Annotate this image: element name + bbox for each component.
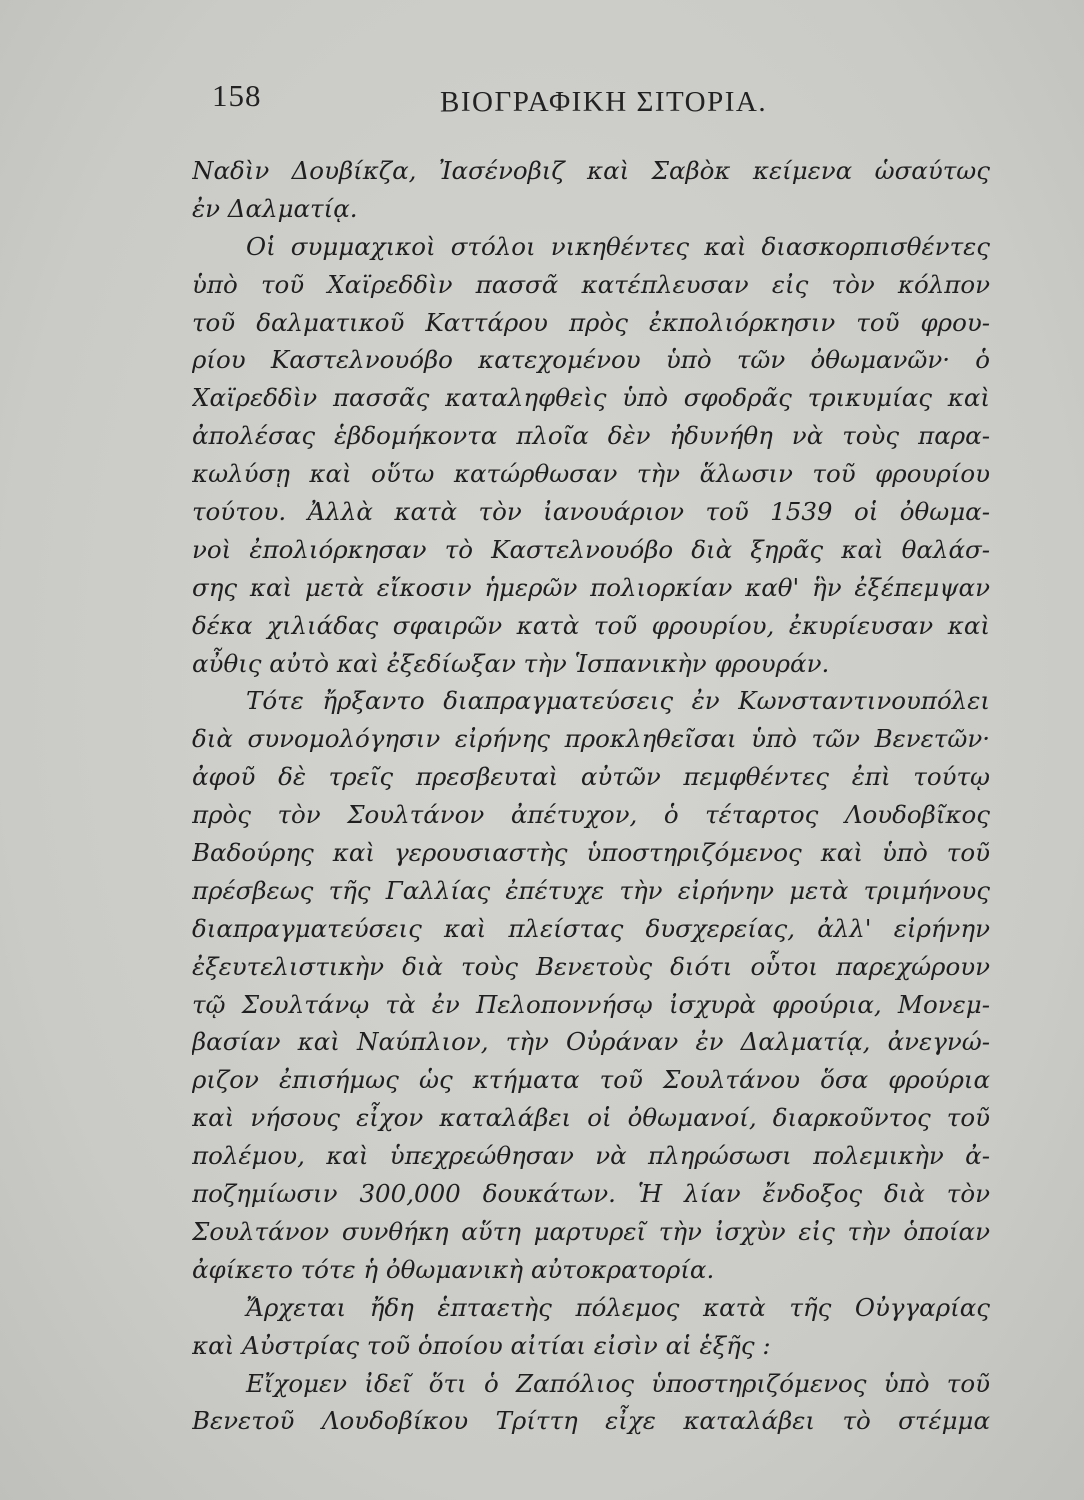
- page-header: [212, 78, 992, 138]
- body-text: [192, 152, 990, 1440]
- text-line: σης καὶ μετὰ εἴκοσιν ἡμερῶν πολιορκίαν καθ' ἣν ἐξέπεμψαν: [192, 572, 990, 602]
- text-line: Χαϊρεδδὶν πασσᾶς καταληφθεὶς ὑπὸ σφοδρᾶς τρικυμίας καὶ: [192, 383, 990, 413]
- text-line: πολέμου, καὶ ὑπεχρεώθησαν νὰ πληρώσωσι πολεμικὴν ἀ-: [192, 1141, 990, 1171]
- running-head: ΒΙΟΓΡΑΦΙΚΗ ΣΙΤΟΡΙΑ.: [440, 86, 768, 118]
- text-line: ριζον ἐπισήμως ὡς κτήματα τοῦ Σουλτάνου ὅσα φρούρια: [192, 1065, 990, 1095]
- text-line: ἀφίκετο τότε ἡ ὀθωμανικὴ αὐτοκρατορία.: [192, 1254, 715, 1284]
- text-line: βασίαν καὶ Ναύπλιον, τὴν Οὐράναν ἐν Δαλματίᾳ, ἀνεγνώ-: [192, 1027, 990, 1057]
- text-line: Οἱ συμμαχικοὶ στόλοι νικηθέντες καὶ διασκορπισθέντες: [246, 231, 990, 261]
- text-line: κωλύσῃ καὶ οὕτω κατώρθωσαν τὴν ἅλωσιν τοῦ φρουρίου: [192, 459, 990, 489]
- text-line: ὑπὸ τοῦ Χαϊρεδδὶν πασσᾶ κατέπλευσαν εἰς τὸν κόλπον: [192, 269, 990, 299]
- text-line: ἀφοῦ δὲ τρεῖς πρεσβευταὶ αὐτῶν πεμφθέντες ἐπὶ τούτῳ: [192, 762, 990, 792]
- text-line: τῷ Σουλτάνῳ τὰ ἐν Πελοποννήσῳ ἰσχυρὰ φρούρια, Μονεμ-: [192, 989, 990, 1019]
- text-line: αὖθις αὐτὸ καὶ ἐξεδίωξαν τὴν Ἱσπανικὴν φρουράν.: [192, 648, 830, 678]
- text-line: πρὸς τὸν Σουλτάνον ἀπέτυχον, ὁ τέταρτος Λουδοβῖκος: [192, 800, 990, 830]
- text-line: δέκα χιλιάδας σφαιρῶν κατὰ τοῦ φρουρίου, ἐκυρίευσαν καὶ: [192, 610, 990, 640]
- text-line: νοὶ ἐπολιόρκησαν τὸ Καστελνουόβο διὰ ξηρᾶς καὶ θαλάσ-: [192, 534, 990, 564]
- text-line: Τότε ἤρξαντο διαπραγματεύσεις ἐν Κωνσταντινουπόλει: [246, 686, 990, 716]
- text-line: Εἴχομεν ἰδεῖ ὅτι ὁ Ζαπόλιος ὑποστηριζόμενος ὑπὸ τοῦ: [246, 1368, 990, 1398]
- text-line: ἐν Δαλματίᾳ.: [192, 193, 358, 223]
- text-line: ἐξευτελιστικὴν διὰ τοὺς Βενετοὺς διότι οὗτοι παρεχώρουν: [192, 951, 990, 981]
- text-line: ποζημίωσιν 300,000 δουκάτων. Ἡ λίαν ἔνδοξος διὰ τὸν: [192, 1179, 990, 1209]
- text-line: διὰ συνομολόγησιν εἰρήνης προκληθεῖσαι ὑπὸ τῶν Βενετῶν·: [192, 724, 990, 754]
- text-line: διαπραγματεύσεις καὶ πλείστας δυσχερείας, ἀλλ' εἰρήνην: [192, 913, 990, 943]
- text-line: ρίου Καστελνουόβο κατεχομένου ὑπὸ τῶν ὀθωμανῶν· ὁ: [192, 345, 990, 375]
- text-line: Βαδούρης καὶ γερουσιαστὴς ὑποστηριζόμενος καὶ ὑπὸ τοῦ: [192, 838, 990, 868]
- page-number: 158: [212, 78, 262, 113]
- text-line: Ναδὶν Δουβίκζα, Ἰασένοβιζ καὶ Σαβὸκ κείμενα ὡσαύτως: [192, 156, 990, 185]
- text-line: Ἄρχεται ἤδη ἑπταετὴς πόλεμος κατὰ τῆς Οὐγγαρίας: [246, 1292, 990, 1322]
- text-line: πρέσβεως τῆς Γαλλίας ἐπέτυχε τὴν εἰρήνην μετὰ τριμήνους: [192, 875, 990, 905]
- text-line: Βενετοῦ Λουδοβίκου Τρίττη εἶχε καταλάβει τὸ στέμμα: [192, 1406, 990, 1436]
- text-line: Σουλτάνον συνθήκη αὕτη μαρτυρεῖ τὴν ἰσχὺν εἰς τὴν ὁποίαν: [192, 1216, 990, 1246]
- text-line: ἀπολέσας ἑβδομήκοντα πλοῖα δὲν ἠδυνήθη νὰ τοὺς παρα-: [192, 421, 990, 451]
- text-line: τοῦ δαλματικοῦ Καττάρου πρὸς ἐκπολιόρκησιν τοῦ φρου-: [192, 307, 990, 337]
- text-line: καὶ νήσους εἶχον καταλάβει οἱ ὀθωμανοί, διαρκοῦντος τοῦ: [192, 1103, 990, 1133]
- text-line: τούτου. Ἀλλὰ κατὰ τὸν ἰανουάριον τοῦ 1539 οἱ ὀθωμα-: [192, 497, 990, 527]
- text-line: καὶ Αὐστρίας τοῦ ὁποίου αἰτίαι εἰσὶν αἱ ἑξῆς :: [192, 1330, 771, 1360]
